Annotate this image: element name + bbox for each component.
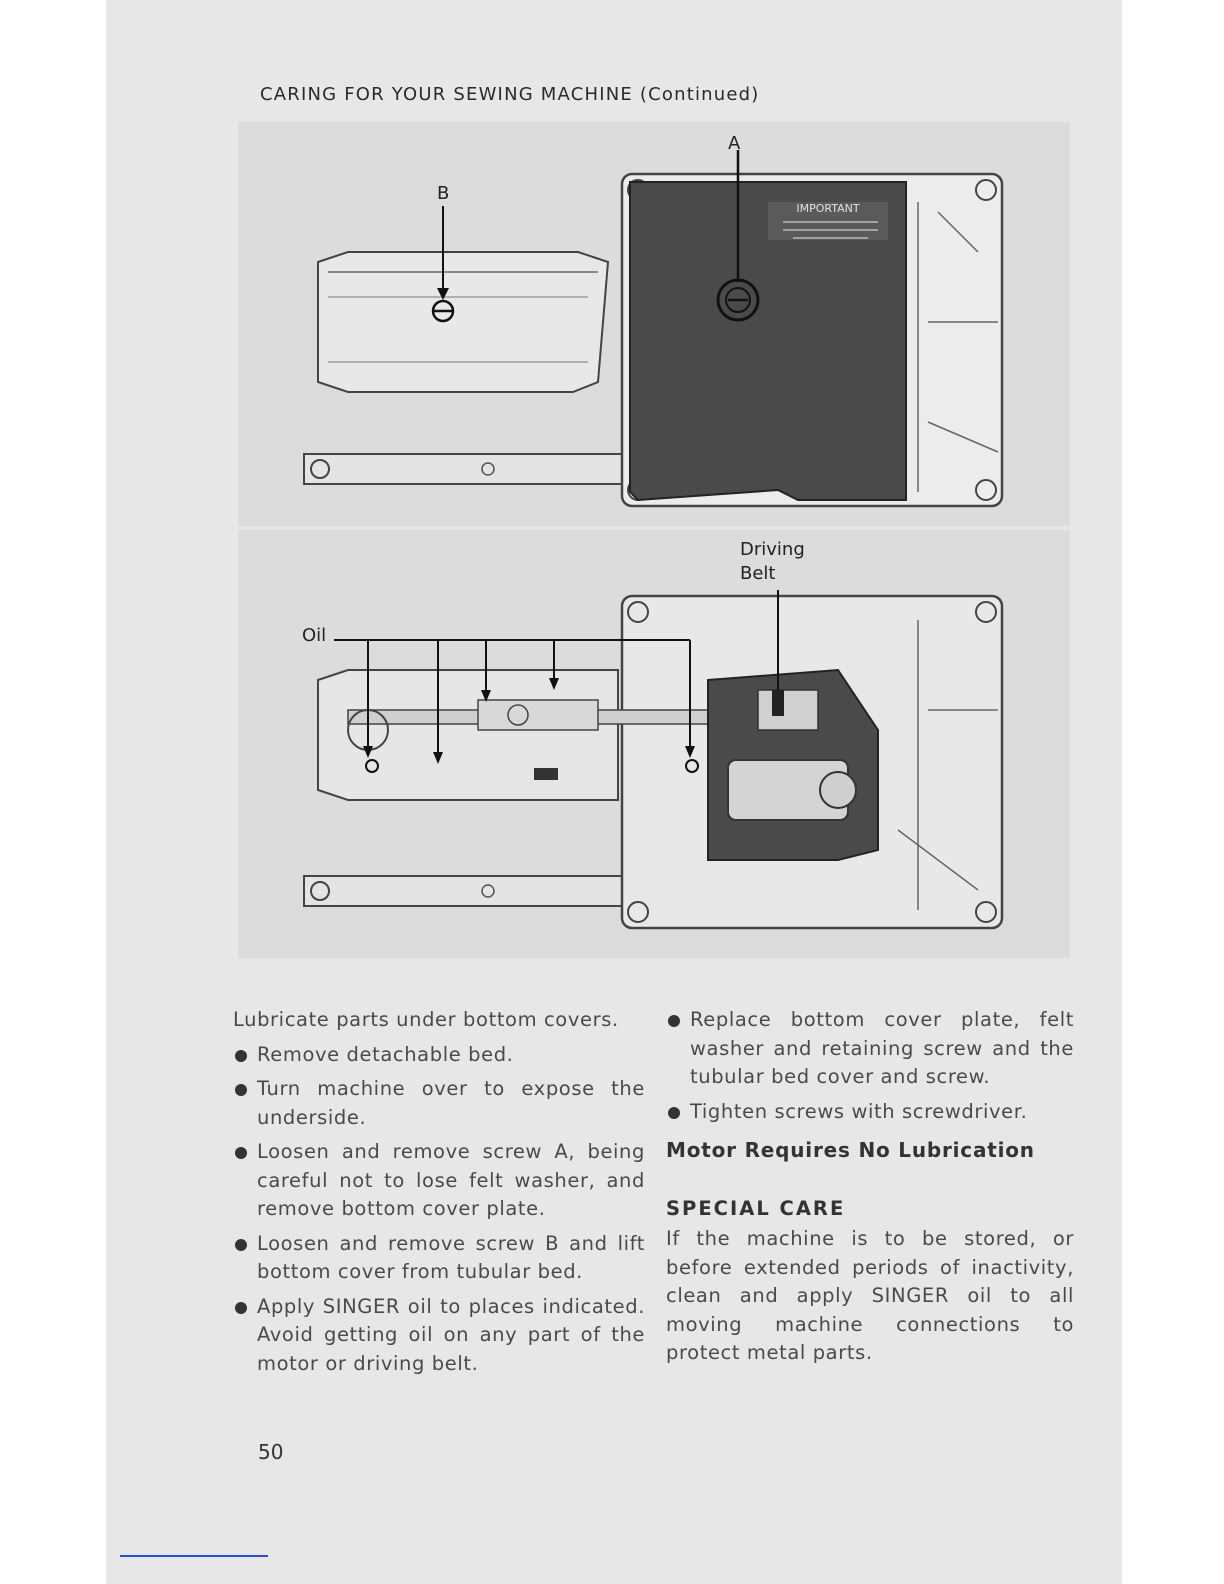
motor-heading: Motor Requires No Lubrication (666, 1138, 1035, 1162)
bullet-icon (668, 1015, 680, 1027)
bullet-icon (235, 1084, 247, 1096)
bullet-icon (668, 1107, 680, 1119)
page-sheet (106, 0, 1122, 1584)
plate-important-text: IMPORTANT (796, 202, 860, 215)
intro-text: Lubricate parts under bottom covers. (233, 1008, 619, 1031)
bullet-icon (235, 1302, 247, 1314)
figure-oil-points (238, 530, 1070, 958)
right-column (666, 1006, 1074, 1374)
label-belt: Belt (740, 563, 776, 584)
lubrication-steps-list (233, 1041, 645, 1379)
label-driving: Driving (740, 539, 805, 560)
list-item: Tighten screws with screwdriver. (666, 1098, 1074, 1127)
machine-underside-covered-illustration (238, 122, 1070, 526)
machine-underside-exposed-illustration (238, 530, 1070, 958)
list-item: Loosen and remove screw B and lift bottom cover from tubular bed. (233, 1230, 645, 1287)
list-item: Replace bottom cover plate, felt washer and retaining screw and the tubular bed cover and screw. (666, 1006, 1074, 1092)
bullet-icon (235, 1239, 247, 1251)
label-oil: Oil (302, 625, 327, 646)
figure-bottom-cover (238, 122, 1070, 526)
bullet-icon (235, 1050, 247, 1062)
list-item: Loosen and remove screw A, being careful not to lose felt washer, and remove bottom cover plate. (233, 1138, 645, 1224)
reassembly-steps-list (666, 1006, 1074, 1126)
page-title: CARING FOR YOUR SEWING MACHINE (Continued) (260, 84, 760, 105)
page-number: 50 (258, 1440, 284, 1464)
special-care-text: If the machine is to be stored, or before extended periods of inactivity, clean and apply SINGER oil to all moving machine connections to protect metal parts. (666, 1227, 1074, 1364)
scan-edge-mark (120, 1555, 268, 1557)
left-column (233, 1006, 645, 1384)
list-item: Remove detachable bed. (233, 1041, 645, 1070)
special-care-heading: SPECIAL CARE (666, 1196, 846, 1220)
bullet-icon (235, 1147, 247, 1159)
list-item: Turn machine over to expose the underside. (233, 1075, 645, 1132)
label-screw-b: B (437, 183, 450, 204)
label-screw-a: A (728, 133, 741, 154)
list-item: Apply SINGER oil to places indicated. Avoid getting oil on any part of the motor or driving belt. (233, 1293, 645, 1379)
